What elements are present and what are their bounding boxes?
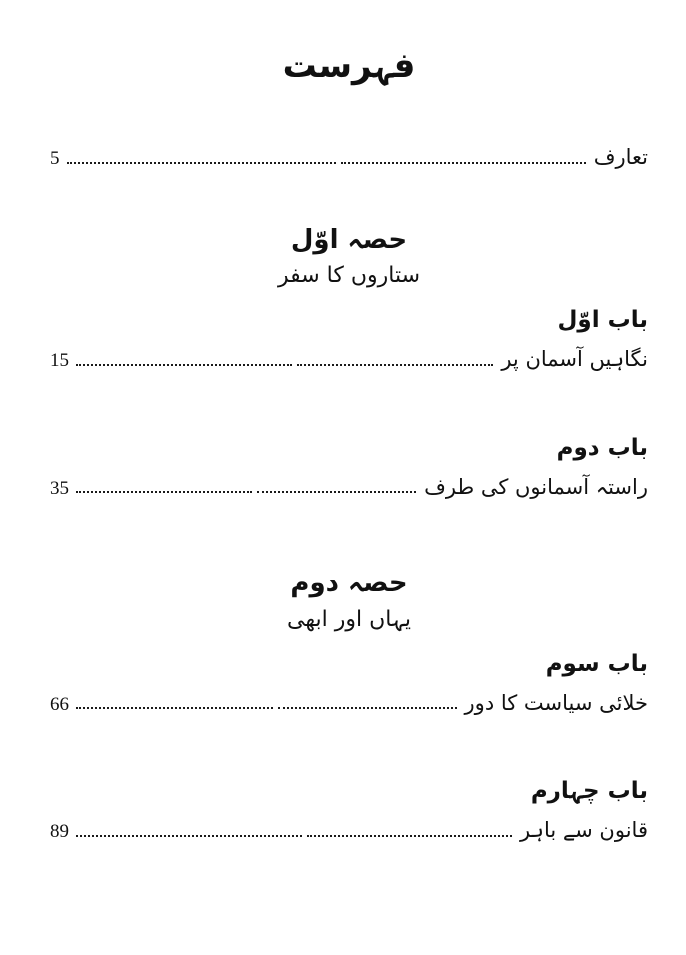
toc-entry-chapter-1 [50,344,648,376]
chapter-2-heading: باب دوم [556,434,648,461]
toc-entry-page-number: 15 [50,350,69,372]
toc-entry-label: قانون سے باہر [520,817,648,842]
dot-leader [67,162,337,164]
chapter-3-heading: باب سوم [545,650,648,677]
toc-entry-label: خلائی سیاست کا دور [464,690,648,715]
toc-entry-page-number: 5 [50,148,60,170]
dot-leader [278,707,456,709]
page-title: فہرست [282,46,416,86]
toc-entry-intro [50,142,648,174]
dot-leader [76,707,273,709]
toc-entry-chapter-3 [50,688,648,720]
part-2-subtitle: یہاں اور ابھی [287,606,411,632]
toc-entry-chapter-4 [50,815,648,847]
toc-entry-page-number: 89 [50,821,69,843]
part-1-subtitle: ستاروں کا سفر [277,263,421,289]
toc-entry-label: راستہ آسمانوں کی طرف [424,474,648,499]
dot-leader [76,835,302,837]
dot-leader [297,364,493,366]
toc-entry-label: تعارف [593,145,648,170]
part-1-heading: حصہ اوّل [290,224,408,255]
chapter-1-heading: باب اوّل [557,307,648,334]
toc-entry-page-number: 35 [50,477,69,499]
part-2-heading: حصہ دوم [290,568,408,599]
dot-leader [76,364,292,366]
toc-entry-chapter-2 [50,472,648,504]
toc-entry-label: نگاہیں آسمان پر [501,347,648,372]
toc-entry-page-number: 66 [50,693,69,715]
chapter-4-heading: باب چہارم [530,778,648,805]
dot-leader [307,835,512,837]
dot-leader [76,491,252,493]
dot-leader [257,491,416,493]
dot-leader [341,162,585,164]
